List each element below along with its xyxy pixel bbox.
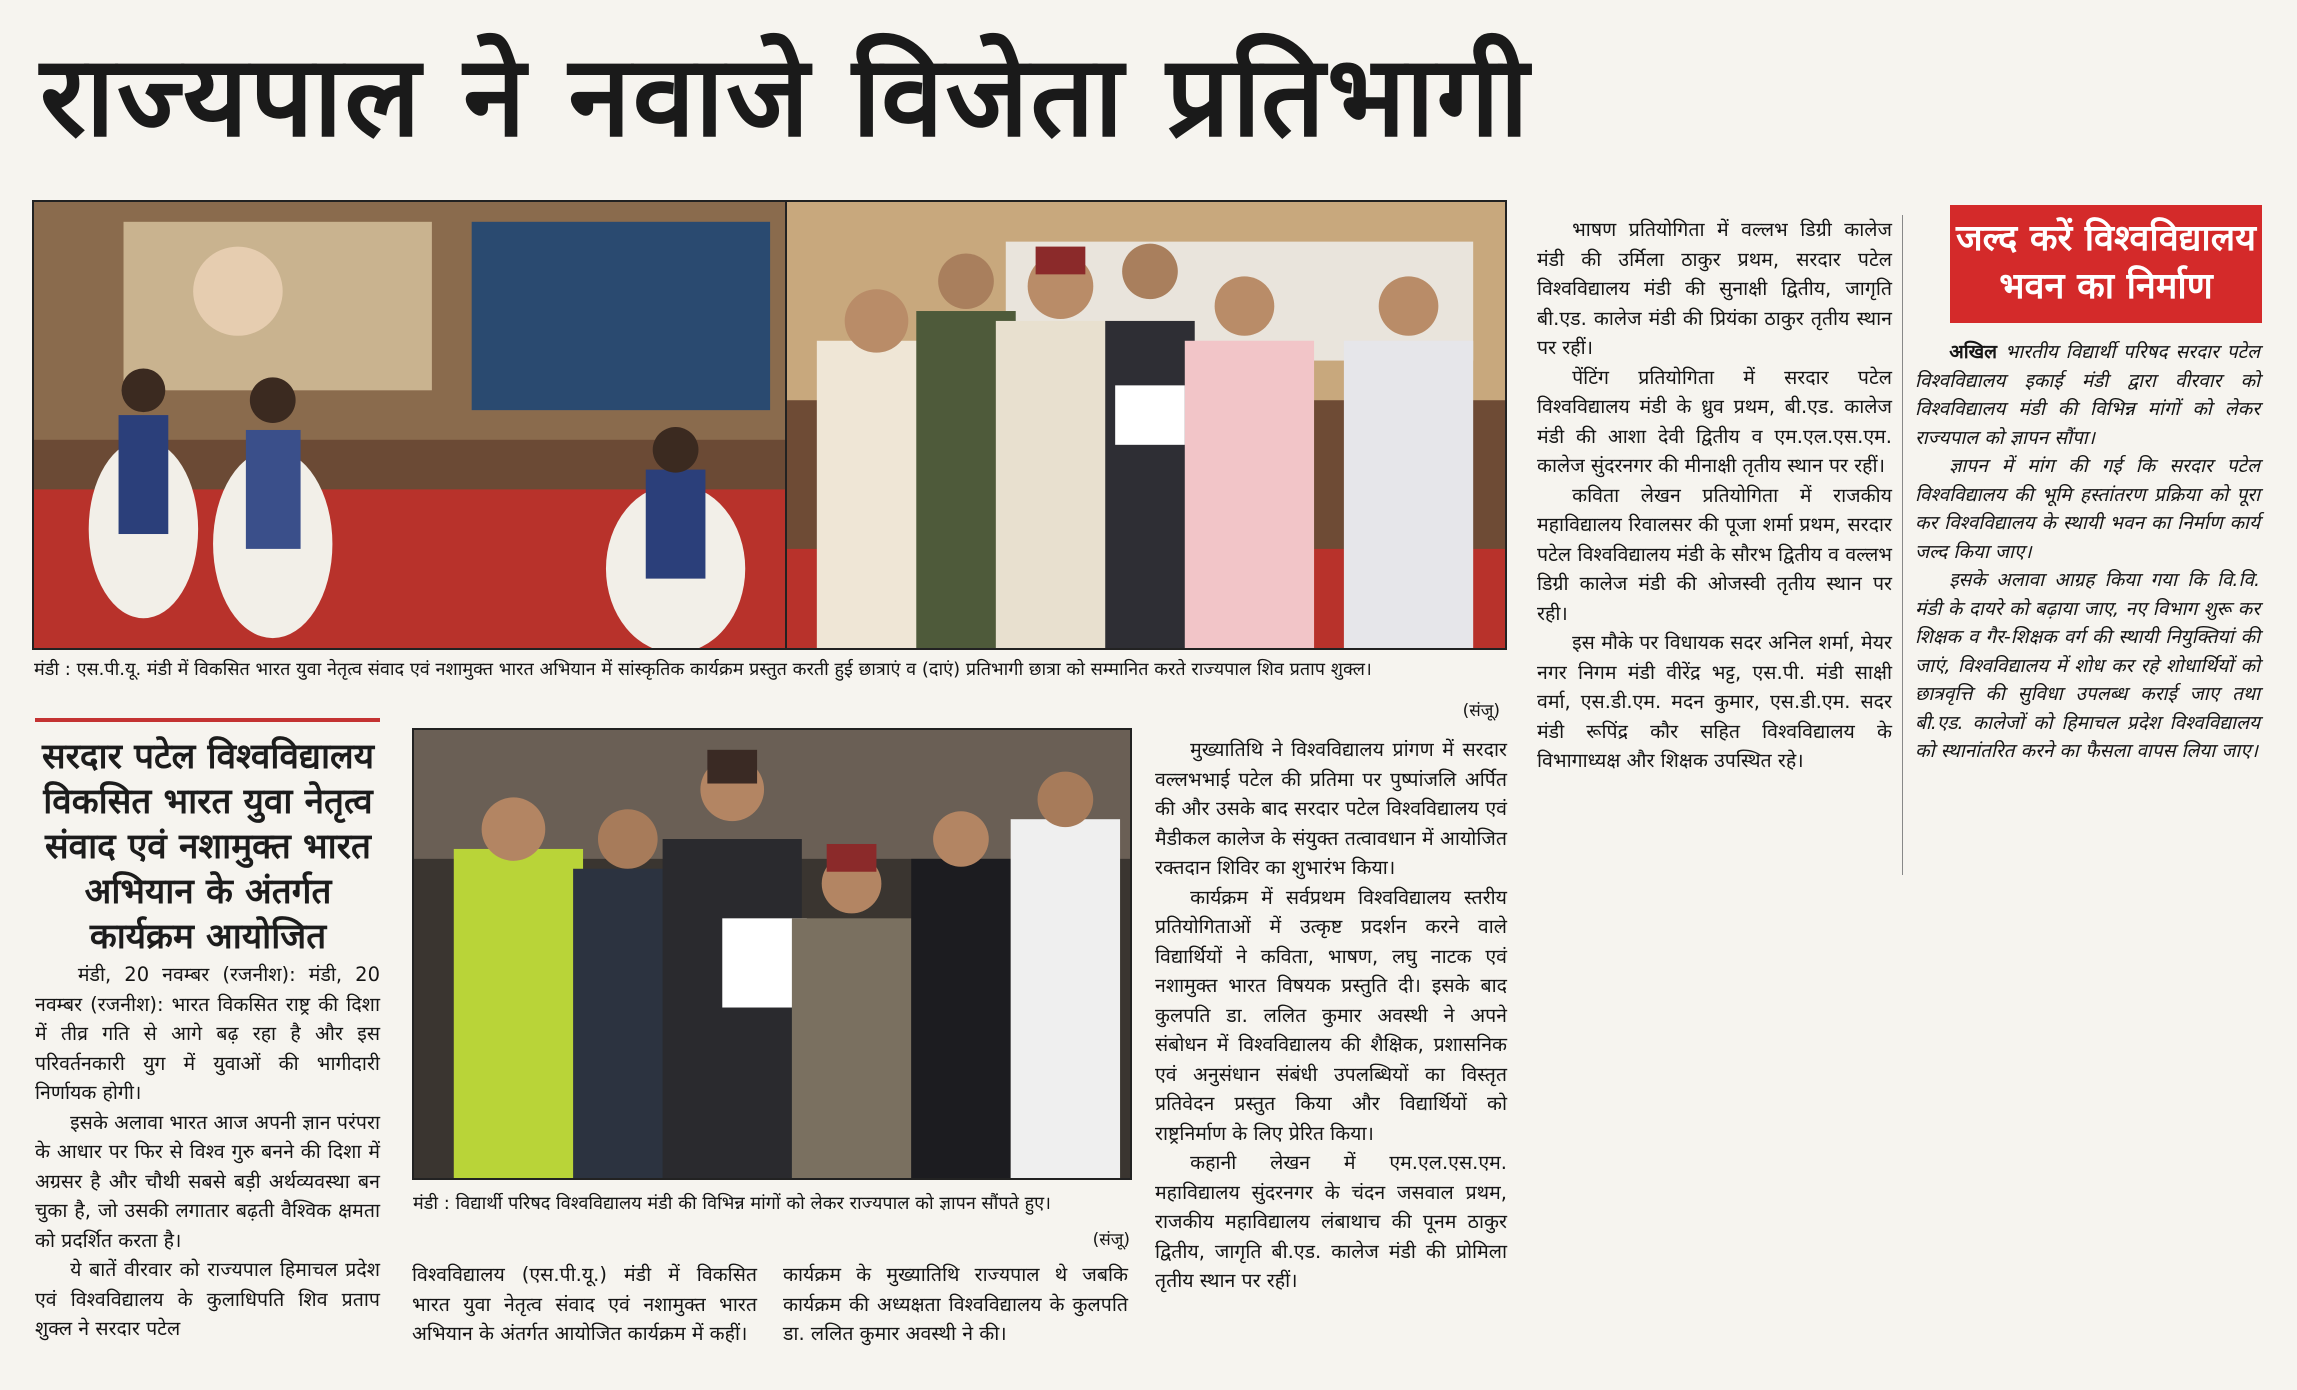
paragraph: मंडी, 20 नवम्बर (रजनीश): मंडी, 20 नवम्बर (रजनीश): भारत विकसित राष्ट्र की दिशा में तीव्र गति से आगे बढ़ रहा है और इस परिवर्तनकारी युग में युवाओं की भागीदारी निर्णायक होगी। xyxy=(35,963,380,1104)
article-column-1 xyxy=(35,960,380,1385)
article-column-2a: विश्वविद्यालय (एस.पी.यू.) मंडी में विकसित भारत युवा नेतृत्व संवाद एवं नशामुक्त भारत अभियान के अंतर्गत आयोजित कार्यक्रम में कहीं। xyxy=(412,1263,757,1345)
photo-memorandum xyxy=(412,728,1132,1180)
sidebar-text: भारतीय विद्यार्थी परिषद सरदार पटेल विश्वविद्यालय इकाई मंडी द्वारा वीरवार को विश्वविद्यालय मंडी की विभिन्न मांगों को लेकर राज्यपाल को ज्ञापन सौंपा। xyxy=(1915,341,2260,449)
paragraph: कविता लेखन प्रतियोगिता में राजकीय महाविद्यालय रिवालसर की पूजा शर्मा प्रथम, सरदार पटेल विश्वविद्यालय मंडी के सौरभ द्वितीय व वल्लभ डिग्री कालेज मंडी की ओजस्वी तृतीय स्थान पर रही। xyxy=(1537,483,1892,625)
article-column-4 xyxy=(1537,215,1892,875)
paragraph: इस मौके पर विधायक सदर अनिल शर्मा, मेयर नगर निगम मंडी वीरेंद्र भट्ट, एस.पी. मंडी साक्षी वर्मा, एस.डी.एम. मदन कुमार, एस.डी.एम. सदर मंडी रूपिंद्र कौर सहित विश्वविद्यालय के विभागाध्यक्ष और शिक्षक उपस्थित रहे। xyxy=(1537,631,1892,772)
photo-dance-performance xyxy=(32,200,790,650)
paragraph: पेंटिंग प्रतियोगिता में सरदार पटेल विश्वविद्यालय मंडी के ध्रुव प्रथम, बी.एड. कालेज मंडी की आशा देवी द्वितीय व एम.एल.एस.एम. कालेज सुंदरनगर की मीनाक्षी तृतीय स्थान पर रहीं। xyxy=(1537,365,1892,477)
photo-caption-2: मंडी : विद्यार्थी परिषद विश्वविद्यालय मंडी की विभिन्न मांगों को लेकर राज्यपाल को ज्ञापन सौंपते हुए। xyxy=(413,1193,1051,1214)
paragraph xyxy=(1915,338,2260,452)
subhead-rule xyxy=(35,718,380,722)
article-column-3 xyxy=(1155,735,1507,1385)
sidebar-article xyxy=(1915,338,2260,858)
column-divider xyxy=(1902,215,1903,875)
paragraph: इसके अलावा आग्रह किया गया कि वि.वि. मंडी के दायरे को बढ़ाया जाए, नए विभाग शुरू कर शिक्षक व गैर-शिक्षक वर्ग की स्थायी नियुक्तियां की जाएं, विश्वविद्यालय में शोध कर रहे शोधार्थियों को छात्रवृत्ति की सुविधा उपलब्ध कराई जाए तथा बी.एड. कालेजों को हिमाचल प्रदेश विश्वविद्यालय को स्थानांतरित करने का फैसला वापस लिया जाए। xyxy=(1915,569,2260,762)
paragraph: इसके अलावा भारत आज अपनी ज्ञान परंपरा के आधार पर फिर से विश्व गुरु बनने की दिशा में अग्रसर है और चौथी सबसे बड़ी अर्थव्यवस्था बन चुका है, जो उसकी लगातार बढ़ती वैश्विक क्षमता को प्रदर्शित करता है। xyxy=(35,1110,380,1252)
photo-caption-1: मंडी : एस.पी.यू. मंडी में विकसित भारत युवा नेतृत्व संवाद एवं नशामुक्त भारत अभियान में सांस्कृतिक कार्यक्रम प्रस्तुत करती हुई छात्राएं व (दाएं) प्रतिभागी छात्रा को सम्मानित करते राज्यपाल शिव प्रताप शुक्ल। xyxy=(34,659,1372,680)
paragraph: ज्ञापन में मांग की गई कि सरदार पटेल विश्वविद्यालय की भूमि हस्तांतरण प्रक्रिया को पूरा कर विश्वविद्यालय के स्थायी भवन का निर्माण कार्य जल्द किया जाए। xyxy=(1915,455,2260,563)
photo-award-presentation xyxy=(785,200,1507,650)
photo-credit-2: (संजू) xyxy=(1092,1230,1130,1250)
paragraph: कार्यक्रम में सर्वप्रथम विश्वविद्यालय स्तरीय प्रतियोगिताओं में उत्कृष्ट प्रदर्शन करने वाले विद्यार्थियों ने कविता, भाषण, लघु नाटक एवं नशामुक्त भारत विषयक प्रस्तुति दी। इसके बाद कुलपति डा. ललित कुमार अवस्थी ने अपने संबोधन में विश्वविद्यालय की शैक्षिक, प्रशासनिक एवं अनुसंधान संबंधी उपलब्धियों का विस्तृत प्रतिवेदन प्रस्तुत किया और विद्यार्थियों को राष्ट्रनिर्माण के लिए प्रेरित किया। xyxy=(1155,885,1507,1145)
paragraph: भाषण प्रतियोगिता में वल्लभ डिग्री कालेज मंडी की उर्मिला ठाकुर प्रथम, सरदार पटेल विश्वविद्यालय मंडी की सुनाक्षी द्वितीय, जागृति बी.एड. कालेज मंडी की प्रियंका ठाकुर तृतीय स्थान पर रहीं। xyxy=(1537,218,1892,359)
paragraph: कहानी लेखन में एम.एल.एस.एम. महाविद्यालय सुंदरनगर के चंदन जसवाल प्रथम, राजकीय महाविद्यालय लंबाथाच की पूनम ठाकुर द्वितीय, जागृति बी.एड. कालेज मंडी की प्रोमिला तृतीय स्थान पर रहीं। xyxy=(1155,1151,1507,1292)
article-column-2b: कार्यक्रम के मुख्यातिथि राज्यपाल थे जबकि कार्यक्रम की अध्यक्षता विश्वविद्यालय के कुलपति डा. ललित कुमार अवस्थी ने की। xyxy=(783,1263,1128,1345)
paragraph: मुख्यातिथि ने विश्वविद्यालय प्रांगण में सरदार वल्लभभाई पटेल की प्रतिमा पर पुष्पांजलि अर्पित की और उसके बाद सरदार पटेल विश्वविद्यालय एवं मैडीकल कालेज के संयुक्त तत्वावधान में आयोजित रक्तदान शिविर का शुभारंभ किया। xyxy=(1155,738,1507,879)
headline: राज्यपाल ने नवाजे विजेता प्रतिभागी xyxy=(40,32,1531,162)
sidebar-title: जल्द करें विश्वविद्यालय भवन का निर्माण xyxy=(1950,205,2262,323)
sidebar-lead-word: अखिल xyxy=(1949,341,1998,363)
paragraph: ये बातें वीरवार को राज्यपाल हिमाचल प्रदेश एवं विश्वविद्यालय के कुलाधिपति शिव प्रताप शुक्ल ने सरदार पटेल xyxy=(35,1258,380,1340)
subheadline: सरदार पटेल विश्वविद्यालय विकसित भारत युवा नेतृत्व संवाद एवं नशामुक्त भारत अभियान के अंतर्गत कार्यक्रम आयोजित xyxy=(41,737,375,957)
photo-credit-1: (संजू) xyxy=(1462,701,1500,721)
